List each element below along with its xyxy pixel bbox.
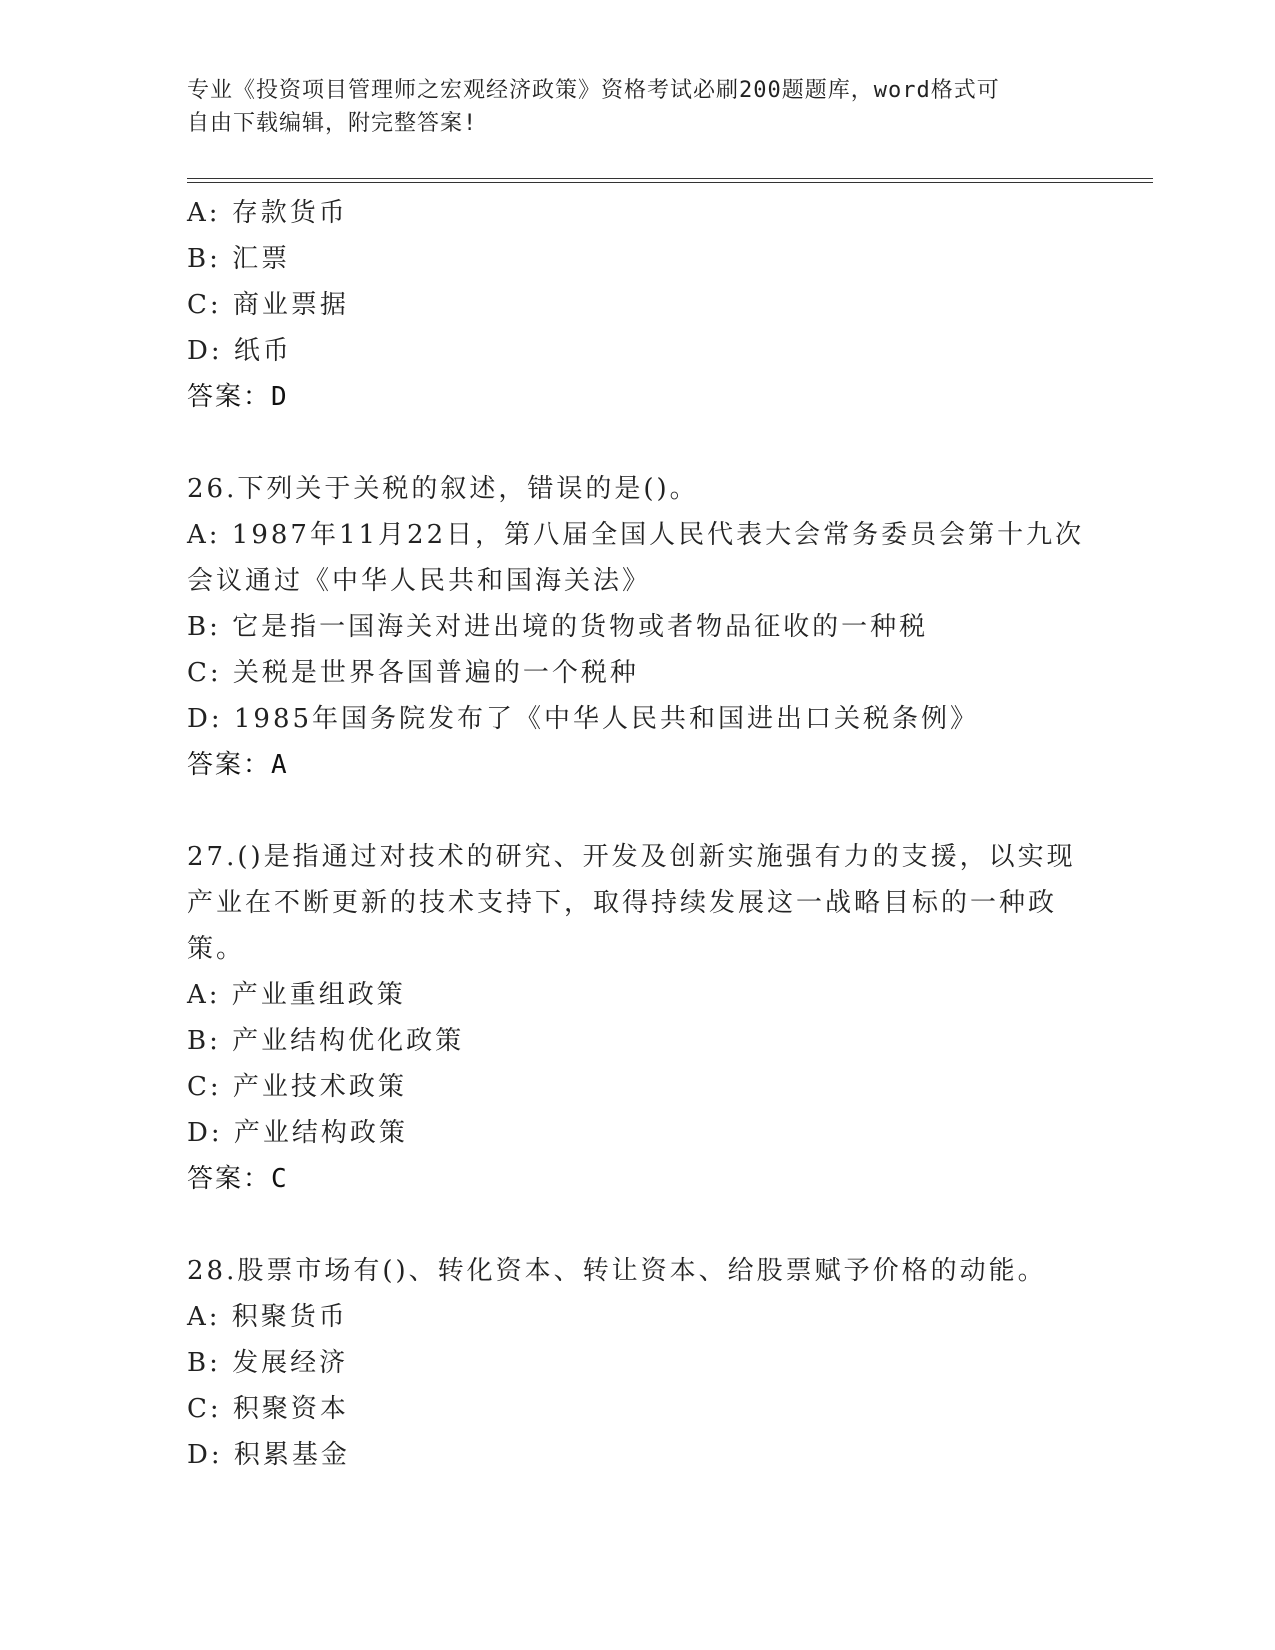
option-b: B: 发展经济 [187,1348,349,1378]
answer [187,374,1087,420]
option-a-line-1: A: 1987年11月22日，第八届全国人民代表大会常务委员会第十九次 [187,520,1085,550]
option-d: D: 积累基金 [187,1440,350,1470]
answer-value: C [271,1164,289,1194]
header-rule-top [187,178,1153,179]
option-a: A: 存款货币 [187,198,348,228]
header-line-2: 自由下载编辑，附完整答案! [187,111,478,136]
option-a: A: 产业重组政策 [187,980,406,1010]
question-stem-line-3: 策。 [187,934,246,964]
spacer [187,420,1087,466]
question-stem-line-1: 27.()是指通过对技术的研究、开发及创新实施强有力的支援，以实现 [187,842,1076,872]
option-c: C: 商业票据 [187,290,349,320]
option-a-line-2: 会议通过《中华人民共和国海关法》 [187,566,652,596]
question-stem-line-2: 产业在不断更新的技术支持下，取得持续发展这一战略目标的一种政 [187,888,1058,918]
option-d: D: 纸币 [187,336,292,366]
option-b: B: 汇票 [187,244,291,274]
spacer [187,1202,1087,1248]
spacer [187,788,1087,834]
header-line-1: 专业《投资项目管理师之宏观经济政策》资格考试必刷200题题库，word格式可 [187,78,1000,103]
question-content [187,190,1087,1478]
answer-value: A [271,750,289,780]
header-rule-bottom [187,182,1153,183]
answer-value: D [271,382,289,412]
document-header [187,74,1067,140]
answer [187,742,1087,788]
question-26 [187,466,1087,788]
question-25 [187,190,1087,420]
answer-label: 答案： [187,382,272,412]
question-27 [187,834,1087,1202]
question-stem: 28.股票市场有()、转化资本、转让资本、给股票赋予价格的动能。 [187,1256,1047,1286]
answer-label: 答案： [187,750,272,780]
option-b: B: 它是指一国海关对进出境的货物或者物品征收的一种税 [187,612,929,642]
question-stem: 26.下列关于关税的叙述，错误的是()。 [187,474,699,504]
option-d: D: 1985年国务院发布了《中华人民共和国进出口关税条例》 [187,704,980,734]
option-a: A: 积聚货币 [187,1302,348,1332]
question-28 [187,1248,1087,1478]
option-c: C: 关税是世界各国普遍的一个税种 [187,658,639,688]
option-c: C: 产业技术政策 [187,1072,407,1102]
option-c: C: 积聚资本 [187,1394,349,1424]
option-d: D: 产业结构政策 [187,1118,408,1148]
answer-label: 答案： [187,1164,272,1194]
option-b: B: 产业结构优化政策 [187,1026,465,1056]
answer [187,1156,1087,1202]
